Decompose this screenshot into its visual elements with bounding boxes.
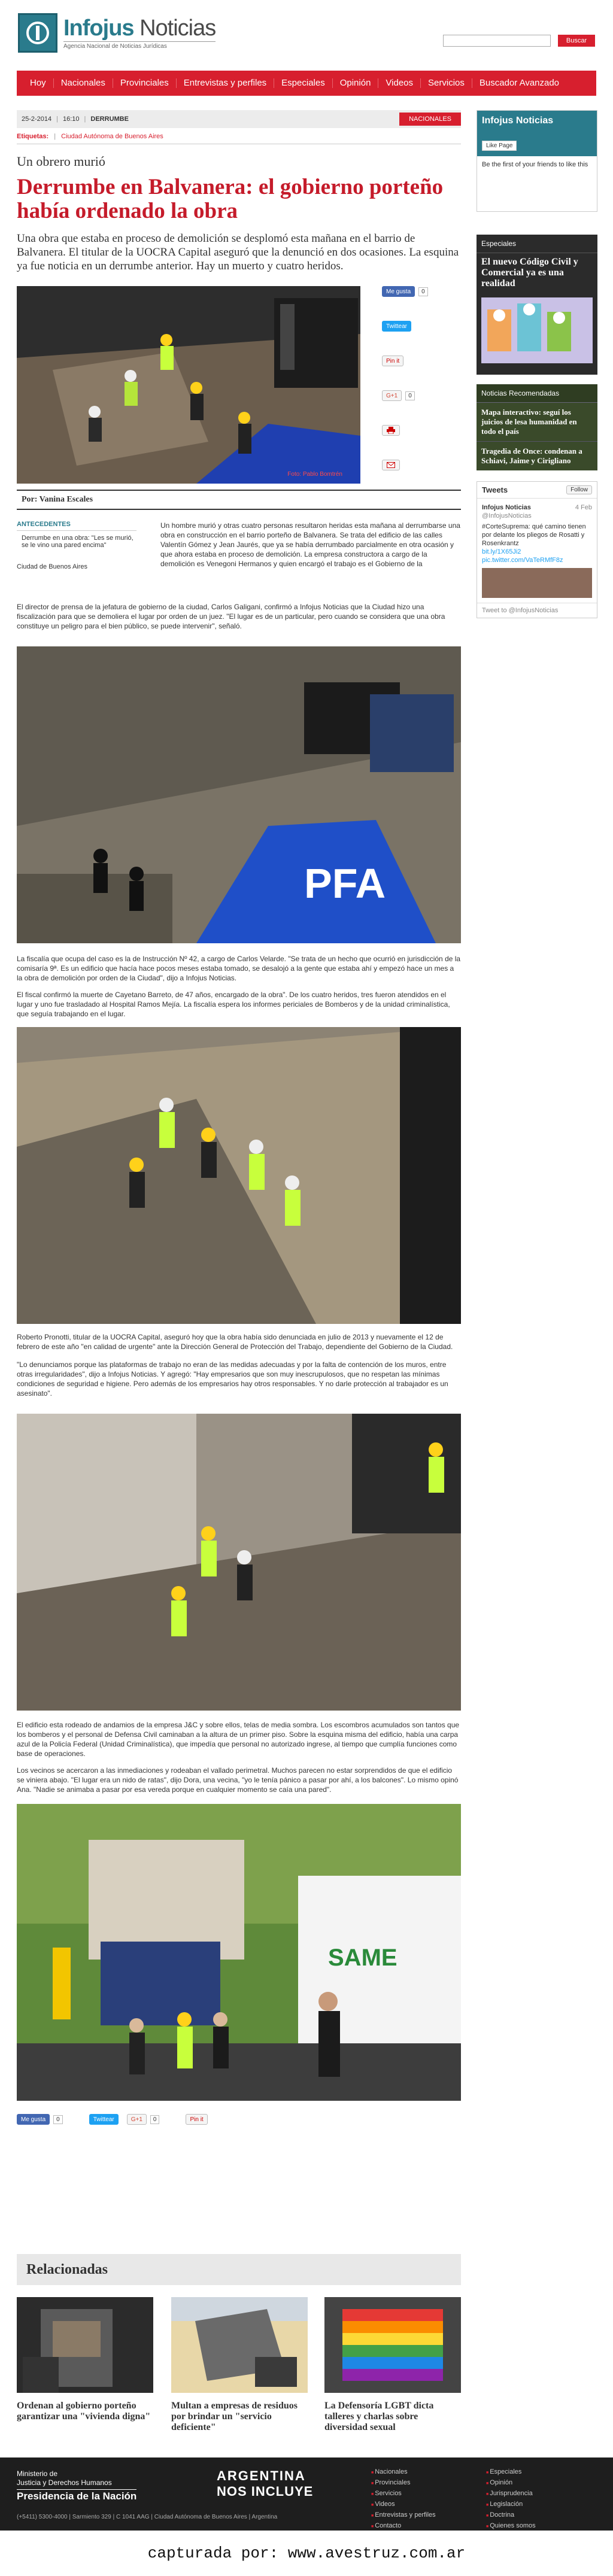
site-header xyxy=(0,0,613,71)
author-byline: Por: Vanina Escales xyxy=(17,490,461,510)
sidebar xyxy=(477,110,597,618)
tags-row: Etiquetas: | Ciudad Autónoma de Buenos Aires xyxy=(17,133,461,144)
main-photo xyxy=(17,286,360,484)
fb-like-page-button[interactable]: Like Page xyxy=(482,141,517,151)
svg-text:SAME: SAME xyxy=(328,1945,397,1971)
footer-address: (+5411) 5300-4000 | Sarmiento 329 | C 1041 AAG | Ciudad Autónoma de Buenos Aires | Argentina xyxy=(17,2514,278,2520)
logo-title: Infojus Noticias xyxy=(63,16,216,41)
nav-item-provinciales[interactable]: Provinciales xyxy=(113,78,177,88)
article-headline: Derrumbe en Balvanera: el gobierno porteño había ordenado la obra xyxy=(17,175,444,223)
related-image-3 xyxy=(324,2297,461,2393)
footer-link[interactable]: ■ Doctrina xyxy=(486,2510,536,2521)
footer-link[interactable]: ■ Jurisprudencia xyxy=(486,2489,536,2499)
antecedentes-box xyxy=(17,521,136,570)
nav-item-nacionales[interactable]: Nacionales xyxy=(54,78,113,88)
twitter-button-bottom[interactable]: Twittear xyxy=(89,2114,119,2125)
paragraph-2: El director de prensa de la jefatura de gobierno de la ciudad, Carlos Galigani, confirmó a Infojus Noticias que la Ciudad hizo una fiscalización para que se demoliera el lugar por orden de un juez. "El lugar es de un particular, pero cuando se considera que una obra constituye un peligro para el bien público, se puede intervenir", señaló. xyxy=(17,603,445,630)
tweet-to-link[interactable]: Tweet to @InfojusNoticias xyxy=(477,603,597,618)
related-image-1 xyxy=(17,2297,153,2393)
footer-link[interactable]: ■ Servicios xyxy=(371,2489,436,2499)
capture-caption: capturada por: www.avestruz.com.ar xyxy=(0,2531,613,2576)
nav-item-opinion[interactable]: Opinión xyxy=(333,78,379,88)
facebook-count: 0 xyxy=(418,287,428,296)
antecedentes-link[interactable]: Derrumbe en una obra: "Les se murió, se le vino una pared encima" xyxy=(22,534,133,549)
logo-subtitle: Agencia Nacional de Noticias Jurídicas xyxy=(63,41,216,50)
logo-mark-icon xyxy=(18,13,57,53)
recomendada-2[interactable]: Tragedia de Once: condenan a Schiavi, Jaime y Cirigliano xyxy=(481,446,582,465)
ministerio-logo[interactable]: Ministerio de Justicia y Derechos Humanos Presidencia de la Nación xyxy=(17,2469,137,2502)
tag-link[interactable]: Ciudad Autónoma de Buenos Aires xyxy=(61,133,163,140)
share-row-bottom xyxy=(17,2114,461,2125)
paragraph-8: Los vecinos se acercaron a las inmediaciones y rodeaban el vallado perimetral. Muchos parecen no estar sorprendidos de que el edificio se viniera abajo. "El lugar era un nido de ratas", dijo Dora, una vecina, "yo le tenía pánico a pasar por ahí, a los balcones". Lo mismo opinó Ana. "Nadie se animaba a pasar por esa vereda porque en cualquier momento se caía una pared". xyxy=(17,1766,459,1794)
tweet-user[interactable]: Infojus Noticias xyxy=(482,504,531,511)
related-title-3[interactable]: La Defensoría LGBT dicta talleres y charlas sobre diversidad sexual xyxy=(324,2401,434,2432)
recomendadas-heading: Noticias Recomendadas xyxy=(477,384,597,403)
facebook-count-bottom: 0 xyxy=(53,2115,63,2124)
tweet-handle: @InfojusNoticias xyxy=(482,512,532,520)
especiales-heading: Especiales xyxy=(477,235,597,253)
mail-icon[interactable] xyxy=(382,460,400,470)
related-title-1[interactable]: Ordenan al gobierno porteño garantizar una "vivienda digna" xyxy=(17,2401,151,2422)
article-date: 25-2-2014 xyxy=(22,116,52,123)
footer-link[interactable]: ■ Entrevistas y perfiles xyxy=(371,2510,436,2521)
related-item-2[interactable] xyxy=(171,2297,308,2433)
twitter-widget xyxy=(477,481,597,618)
pinterest-button[interactable]: Pin it xyxy=(382,356,403,366)
related-item-1[interactable] xyxy=(17,2297,153,2422)
especiales-image[interactable] xyxy=(481,297,593,363)
footer-link[interactable]: ■ Legislación xyxy=(486,2499,536,2510)
tweet-link[interactable]: bit.ly/1X65Ji2 pic.twitter.com/VaTeRMfF8z xyxy=(482,548,563,564)
related-item-3[interactable] xyxy=(324,2297,461,2433)
footer-link[interactable]: ■ Videos xyxy=(371,2499,436,2510)
antecedentes-title: ANTECEDENTES xyxy=(17,521,136,531)
footer-link[interactable]: ■ Provinciales xyxy=(371,2478,436,2489)
photo-2 xyxy=(17,646,461,943)
nav-item-hoy[interactable]: Hoy xyxy=(23,78,54,88)
footer-link[interactable]: ■ Contacto xyxy=(371,2521,436,2532)
photo-5 xyxy=(17,1804,461,2101)
search-form xyxy=(443,35,595,47)
photo-3 xyxy=(17,1027,461,1324)
search-input[interactable] xyxy=(443,35,551,47)
article-kicker: Un obrero murió xyxy=(17,154,105,169)
nav-item-entrevistas[interactable]: Entrevistas y perfiles xyxy=(177,78,274,88)
pinterest-button-bottom[interactable]: Pin it xyxy=(186,2114,207,2125)
tweet-text: #CorteSuprema: qué camino tienen por delante los pliegos de Rosatti y Rosenkrantz xyxy=(482,523,586,547)
tweet-image[interactable] xyxy=(482,568,592,598)
paragraph-1: Un hombre murió y otras cuatro personas resultaron heridas esta mañana al derrumbarse una obra en construcción en el barrio porteño de Balvanera. Se trata del edificio de las calles Valentín Gómez y Jean Jaurés, que ya se había derrumbado parcialmente en otra ocasión y que ahora estaba en proceso de demolición. La empresa constructora a cargo de la demolición es Venegoni Hermanos y quien encargó el trabajo es el Gobierno de la xyxy=(160,521,460,568)
nav-item-videos[interactable]: Videos xyxy=(378,78,421,88)
footer-link[interactable]: ■ Quienes somos xyxy=(486,2521,536,2532)
facebook-like-button[interactable]: Me gusta xyxy=(382,286,415,297)
fb-friends-text: Be the first of your friends to like this xyxy=(482,161,588,168)
site-footer xyxy=(0,2457,613,2531)
nav-item-buscador[interactable]: Buscador Avanzado xyxy=(479,78,560,88)
paragraph-5: Roberto Pronotti, titular de la UOCRA Capital, aseguró hoy que la obra había sido denunciada en julio de 2013 y nuevamente el 12 de febrero de este año "en calidad de urgente" ante la Dirección General de Protección del Trabajo, dependiente del Gobierno de la Ciudad. xyxy=(17,1333,453,1351)
facebook-like-button-bottom[interactable]: Me gusta xyxy=(17,2114,50,2125)
footer-link[interactable]: ■ Nacionales xyxy=(371,2467,436,2478)
photo-credit: Foto: Pablo Bomtrén xyxy=(287,471,342,478)
search-button[interactable]: Buscar xyxy=(558,35,595,47)
gplus-count-bottom: 0 xyxy=(150,2115,160,2124)
related-heading: Relacionadas xyxy=(17,2254,461,2285)
nav-item-especiales[interactable]: Especiales xyxy=(274,78,333,88)
twitter-follow-button[interactable]: Follow xyxy=(566,485,592,494)
tweet-date: 4 Feb xyxy=(575,504,592,511)
paragraph-3: La fiscalía que ocupa del caso es la de Instrucción Nº 42, a cargo de Carlos Velarde. "Se trata de un hecho que ocurrió en jurisdicción de la comisaría 9ª. Es un edificio que hacía hace pocos meses estaba tomado, se desalojó a la gente que estaba ahí y empezó hace un mes a la obra de demolición por orden de la Ciudad", dijo a Infojus Noticias. xyxy=(17,955,461,982)
footer-link[interactable]: ■ Especiales xyxy=(486,2467,536,2478)
article-location: Ciudad de Buenos Aires xyxy=(17,563,88,570)
paragraph-7: El edificio esta rodeado de andamios de la empresa J&C y sobre ellos, telas de media sombra. Los escombros acumulados son tantos que los bomberos y el personal de Defensa Civil caminaban a la altura de un primer piso. Sobre la esquina misma del edificio, había una carpa azul de la Policía Federal (Unidad Criminalística), que impedía que personal no autorizado ingrese, al tiempo que cumplía funciones como base de operaciones. xyxy=(17,1721,460,1758)
especiales-box xyxy=(477,235,597,375)
facebook-page-widget xyxy=(477,110,597,212)
footer-links-1 xyxy=(371,2467,436,2532)
argentina-logo[interactable]: ARGENTINA NOS INCLUYE xyxy=(217,2468,314,2499)
main-photo-area xyxy=(17,286,461,484)
related-image-2 xyxy=(171,2297,308,2393)
gplus-button-bottom[interactable]: G+1 xyxy=(127,2114,147,2125)
tweets-heading: Tweets xyxy=(482,485,508,494)
fb-page-name[interactable]: Infojus Noticias xyxy=(482,116,554,126)
gplus-count: 0 xyxy=(405,391,415,400)
article-time: 16:10 xyxy=(63,116,80,123)
twitter-button[interactable]: Twittear xyxy=(382,321,411,332)
paragraph-4: El fiscal confirmó la muerte de Cayetano Barreto, de 47 años, encargado de la obra". De los cuatro heridos, tres fueron atendidos en el lugar y uno fue trasladado al Hospital Ramos Mejía. La fiscalía espera los informes periciales de Bomberos y de la unidad criminalística, que seguía trabajando en el lugar. xyxy=(17,991,450,1018)
site-logo[interactable] xyxy=(18,13,216,53)
especiales-title[interactable]: El nuevo Código Civil y Comercial ya es una realidad xyxy=(481,257,578,288)
section-badge[interactable]: NACIONALES xyxy=(399,113,461,126)
tweet-item xyxy=(477,499,597,603)
tags-label: Etiquetas: xyxy=(17,133,49,140)
svg-text:PFA: PFA xyxy=(304,860,386,907)
recomendada-1[interactable]: Mapa interactivo: seguí los juicios de lesa humanidad en todo el país xyxy=(477,403,597,442)
share-column xyxy=(382,286,460,494)
article xyxy=(17,110,461,2125)
nav-item-servicios[interactable]: Servicios xyxy=(421,78,472,88)
photo-4 xyxy=(17,1414,461,1711)
main-nav xyxy=(17,71,596,96)
article-lead: Una obra que estaba en proceso de demolición se desplomó esta mañana en el barrio de Balvanera. El titular de la UOCRA Capital aseguró que la denunció en dos ocasiones. La esquina ya fue noticia en un derrumbe anterior. Hay un muerto y cuatro heridos. xyxy=(17,232,459,272)
recomendadas-box xyxy=(477,384,597,470)
gplus-button[interactable]: G+1 xyxy=(382,390,402,401)
footer-links-2 xyxy=(486,2467,536,2532)
footer-link[interactable]: ■ Opinión xyxy=(486,2478,536,2489)
date-bar: 25-2-2014 | 16:10 | DERRUMBE NACIONALES xyxy=(17,110,461,128)
article-topic: DERRUMBE xyxy=(90,116,129,123)
paragraph-6: "Lo denunciamos porque las plataformas de trabajo no eran de las medidas adecuadas y por la falta de contención de los muros, entre otras irregularidades", dijo a Infojus Noticias. Y agregó: "Hay empresarios que son muy inescrupulosos, que no respetan las mínimas condiciones de seguridad e higiene. Pero además de los empresarios hay otros responsables. Y no darle protección al trabajador es un asesinato". xyxy=(17,1360,448,1398)
related-title-2[interactable]: Multan a empresas de residuos por brindar un "servicio deficiente" xyxy=(171,2401,298,2432)
print-icon[interactable] xyxy=(382,425,400,436)
article-intro xyxy=(17,521,461,599)
